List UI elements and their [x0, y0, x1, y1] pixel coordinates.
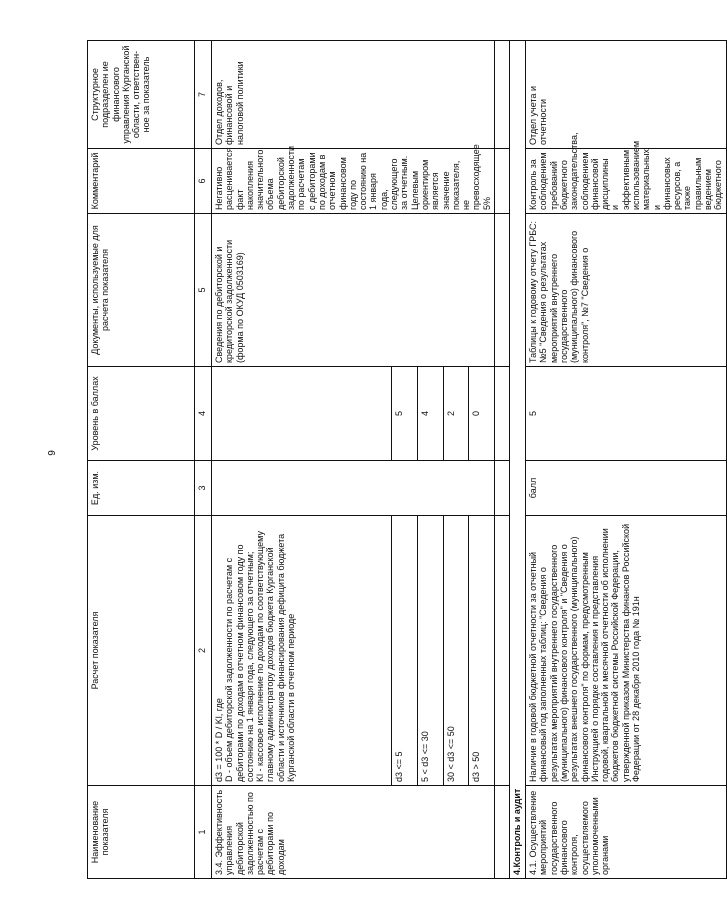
row-4-1 — [526, 41, 727, 879]
header-name: Наименование показателя — [88, 786, 195, 879]
indicator-comment: Контроль за соблюдением требований бюджетного законодательства, соблюдением финансовой дисциплины и эффективным использованием материальных и финансовых ресурсов, а также правильным ведением бюджетного — [526, 149, 727, 214]
header-comment: Комментарий — [88, 149, 195, 214]
column-number: 1 — [195, 786, 212, 879]
indicator-name: 4.1. Осуществление мероприятий государственного финансового контроля, осуществляемого уполномоченными органами — [526, 786, 727, 879]
rotated-table-container — [87, 41, 724, 879]
indicator-name: 3.4. Эффективность управления дебиторской задолженностью по расчетам с дебиторами по доходам — [212, 786, 495, 879]
header-unit: Ед. изм. — [88, 461, 195, 516]
column-number: 6 — [195, 149, 212, 214]
level-score: 0 — [469, 367, 495, 461]
column-number: 2 — [195, 516, 212, 786]
section-4-row — [510, 41, 526, 879]
column-number: 3 — [195, 461, 212, 516]
spacer-cell — [495, 149, 510, 214]
level-score: 5 — [392, 367, 418, 461]
spacer-cell — [495, 41, 510, 149]
indicator-documents: Сведения по дебиторской и кредиторской задолженности (форма по ОКУД 0503169) — [212, 214, 495, 367]
indicator-formula: d3 = 100 * D / Kl, где D - объем дебиторской задолженности по расчетам с дебиторами по доходам в отчетном финансовом году по состоянию на 1 января года, следующего за отчетным; Kl - кассовое исполнение по доходам по соответствующему главному администратору доходов бюджета Курганской области и источников финансирования дефицита бюджета Курганской области в отчетном периоде — [212, 516, 392, 786]
level-condition: 5 < d3 <= 30 — [417, 516, 443, 786]
table-header-row — [88, 41, 195, 879]
spacer-cell — [495, 214, 510, 367]
header-calculation: Расчет показателя — [88, 516, 195, 786]
spacer-cell — [495, 786, 510, 879]
indicator-formula: Наличие в годовой бюджетной отчетности за отчетный финансовый год заполненных таблиц: "Сведения о результатах мероприятий внутреннего государственного (муниципального) финансового контроля" и "Сведения о результатах внешнего государственного (муниципального) финансового контроля" по формам, предусмотренным Инструкцией о порядке составления и представления годовой, квартальной и месячной отчетности об исполнении бюджетов бюджетной системы Российской Федерации, утвержденной приказом Министерства финансов Российской Федерации от 28 декабря 2010 года № 191н — [526, 516, 727, 786]
page-number: 9 — [47, 450, 58, 456]
indicator-score: 5 — [526, 367, 727, 461]
column-number: 5 — [195, 214, 212, 367]
header-department: Структурное подразделен ие финансового управления Курганской области, ответствен- ное за показатель — [88, 41, 195, 149]
indicator-unit: балл — [526, 461, 727, 516]
spacer-row — [495, 41, 510, 879]
indicator-department: Отдел учета и отчетности — [526, 41, 727, 149]
level-condition: d3 > 50 — [469, 516, 495, 786]
indicator-documents: Таблицы к годовому отчету ГРБС: №5 "Сведения о результатах мероприятий внутреннего государственного (муниципального) финансового контроля", №7 "Сведения о — [526, 214, 727, 367]
row-3-4 — [212, 41, 392, 879]
indicators-table — [87, 40, 727, 879]
column-number: 7 — [195, 41, 212, 149]
spacer-cell — [495, 461, 510, 516]
level-score: 4 — [417, 367, 443, 461]
indicator-unit — [212, 461, 495, 516]
indicator-department: Отдел доходов, финансовой и налоговой политики — [212, 41, 495, 149]
section-title: 4.Контроль и аудит — [510, 41, 526, 879]
level-score: 2 — [443, 367, 469, 461]
spacer-cell — [495, 516, 510, 786]
header-level: Уровень в баллах — [88, 367, 195, 461]
column-numbers-row — [195, 41, 212, 879]
indicator-comment: Негативно расценивается факт накопления значительного объема дебиторской задолженности по расчетам с дебиторами по доходам в отчетном финансовом году по состоянию на 1 января года, следующего за отчетным. Целевым ориентиром является значение показателя, не превосходящее 5% — [212, 149, 495, 214]
spacer-cell — [495, 367, 510, 461]
column-number: 4 — [195, 367, 212, 461]
level-condition: d3 <= 5 — [392, 516, 418, 786]
level-condition: 30 < d3 <= 50 — [443, 516, 469, 786]
indicator-level-blank — [212, 367, 392, 461]
header-documents: Документы, используемые для расчета показателя — [88, 214, 195, 367]
